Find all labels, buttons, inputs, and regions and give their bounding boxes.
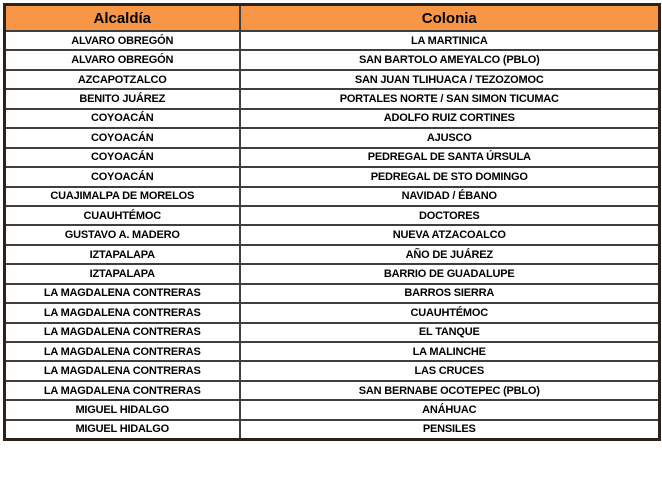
cell-alcaldia: COYOACÁN <box>5 128 240 147</box>
table-row <box>5 148 660 167</box>
cell-alcaldia: LA MAGDALENA CONTRERAS <box>5 323 240 342</box>
cell-colonia: ANÁHUAC <box>240 400 660 419</box>
cell-alcaldia: LA MAGDALENA CONTRERAS <box>5 303 240 322</box>
table-row <box>5 128 660 147</box>
cell-alcaldia: LA MAGDALENA CONTRERAS <box>5 284 240 303</box>
table-row <box>5 70 660 89</box>
cell-alcaldia: COYOACÁN <box>5 167 240 186</box>
table-row <box>5 323 660 342</box>
cell-alcaldia: COYOACÁN <box>5 148 240 167</box>
cell-colonia: PORTALES NORTE / SAN SIMON TICUMAC <box>240 89 660 108</box>
cell-colonia: DOCTORES <box>240 206 660 225</box>
cell-alcaldia: LA MAGDALENA CONTRERAS <box>5 381 240 400</box>
table-row <box>5 400 660 419</box>
cell-colonia: SAN BARTOLO AMEYALCO (PBLO) <box>240 50 660 69</box>
table-body <box>5 31 660 440</box>
table-row <box>5 381 660 400</box>
header-row <box>5 5 660 32</box>
table-header <box>5 5 660 32</box>
cell-alcaldia: MIGUEL HIDALGO <box>5 420 240 440</box>
cell-colonia: SAN BERNABE OCOTEPEC (PBLO) <box>240 381 660 400</box>
cell-colonia: LA MALINCHE <box>240 342 660 361</box>
table-row <box>5 89 660 108</box>
cell-colonia: PEDREGAL DE STO DOMINGO <box>240 167 660 186</box>
cell-colonia: PEDREGAL DE SANTA ÚRSULA <box>240 148 660 167</box>
table-row <box>5 361 660 380</box>
cell-alcaldia: ALVARO OBREGÓN <box>5 31 240 50</box>
cell-colonia: CUAUHTÉMOC <box>240 303 660 322</box>
cell-alcaldia: LA MAGDALENA CONTRERAS <box>5 361 240 380</box>
cell-colonia: AÑO DE JUÁREZ <box>240 245 660 264</box>
cell-alcaldia: CUAUHTÉMOC <box>5 206 240 225</box>
cell-colonia: BARRIO DE GUADALUPE <box>240 264 660 283</box>
table-row <box>5 264 660 283</box>
column-header-colonia: Colonia <box>240 5 660 32</box>
cell-colonia: EL TANQUE <box>240 323 660 342</box>
table-row <box>5 284 660 303</box>
table-row <box>5 303 660 322</box>
cell-colonia: SAN JUAN TLIHUACA / TEZOZOMOC <box>240 70 660 89</box>
cell-colonia: LAS CRUCES <box>240 361 660 380</box>
table-row <box>5 342 660 361</box>
table-row <box>5 245 660 264</box>
cell-alcaldia: LA MAGDALENA CONTRERAS <box>5 342 240 361</box>
cell-alcaldia: BENITO JUÁREZ <box>5 89 240 108</box>
column-header-alcaldia: Alcaldía <box>5 5 240 32</box>
table-row <box>5 187 660 206</box>
table-row <box>5 50 660 69</box>
cell-colonia: LA MARTINICA <box>240 31 660 50</box>
cell-colonia: NUEVA ATZACOALCO <box>240 225 660 244</box>
cell-colonia: AJUSCO <box>240 128 660 147</box>
cell-alcaldia: ALVARO OBREGÓN <box>5 50 240 69</box>
cell-alcaldia: CUAJIMALPA DE MORELOS <box>5 187 240 206</box>
cell-alcaldia: IZTAPALAPA <box>5 264 240 283</box>
cell-alcaldia: IZTAPALAPA <box>5 245 240 264</box>
alcaldia-colonia-table-container <box>3 3 661 441</box>
table-row <box>5 225 660 244</box>
cell-alcaldia: COYOACÁN <box>5 109 240 128</box>
table-row <box>5 109 660 128</box>
cell-colonia: NAVIDAD / ÉBANO <box>240 187 660 206</box>
cell-colonia: PENSILES <box>240 420 660 440</box>
cell-alcaldia: GUSTAVO A. MADERO <box>5 225 240 244</box>
table-row <box>5 420 660 440</box>
cell-alcaldia: MIGUEL HIDALGO <box>5 400 240 419</box>
cell-alcaldia: AZCAPOTZALCO <box>5 70 240 89</box>
alcaldia-colonia-table <box>3 3 661 441</box>
table-row <box>5 167 660 186</box>
cell-colonia: BARROS SIERRA <box>240 284 660 303</box>
table-row <box>5 31 660 50</box>
cell-colonia: ADOLFO RUIZ CORTINES <box>240 109 660 128</box>
table-row <box>5 206 660 225</box>
